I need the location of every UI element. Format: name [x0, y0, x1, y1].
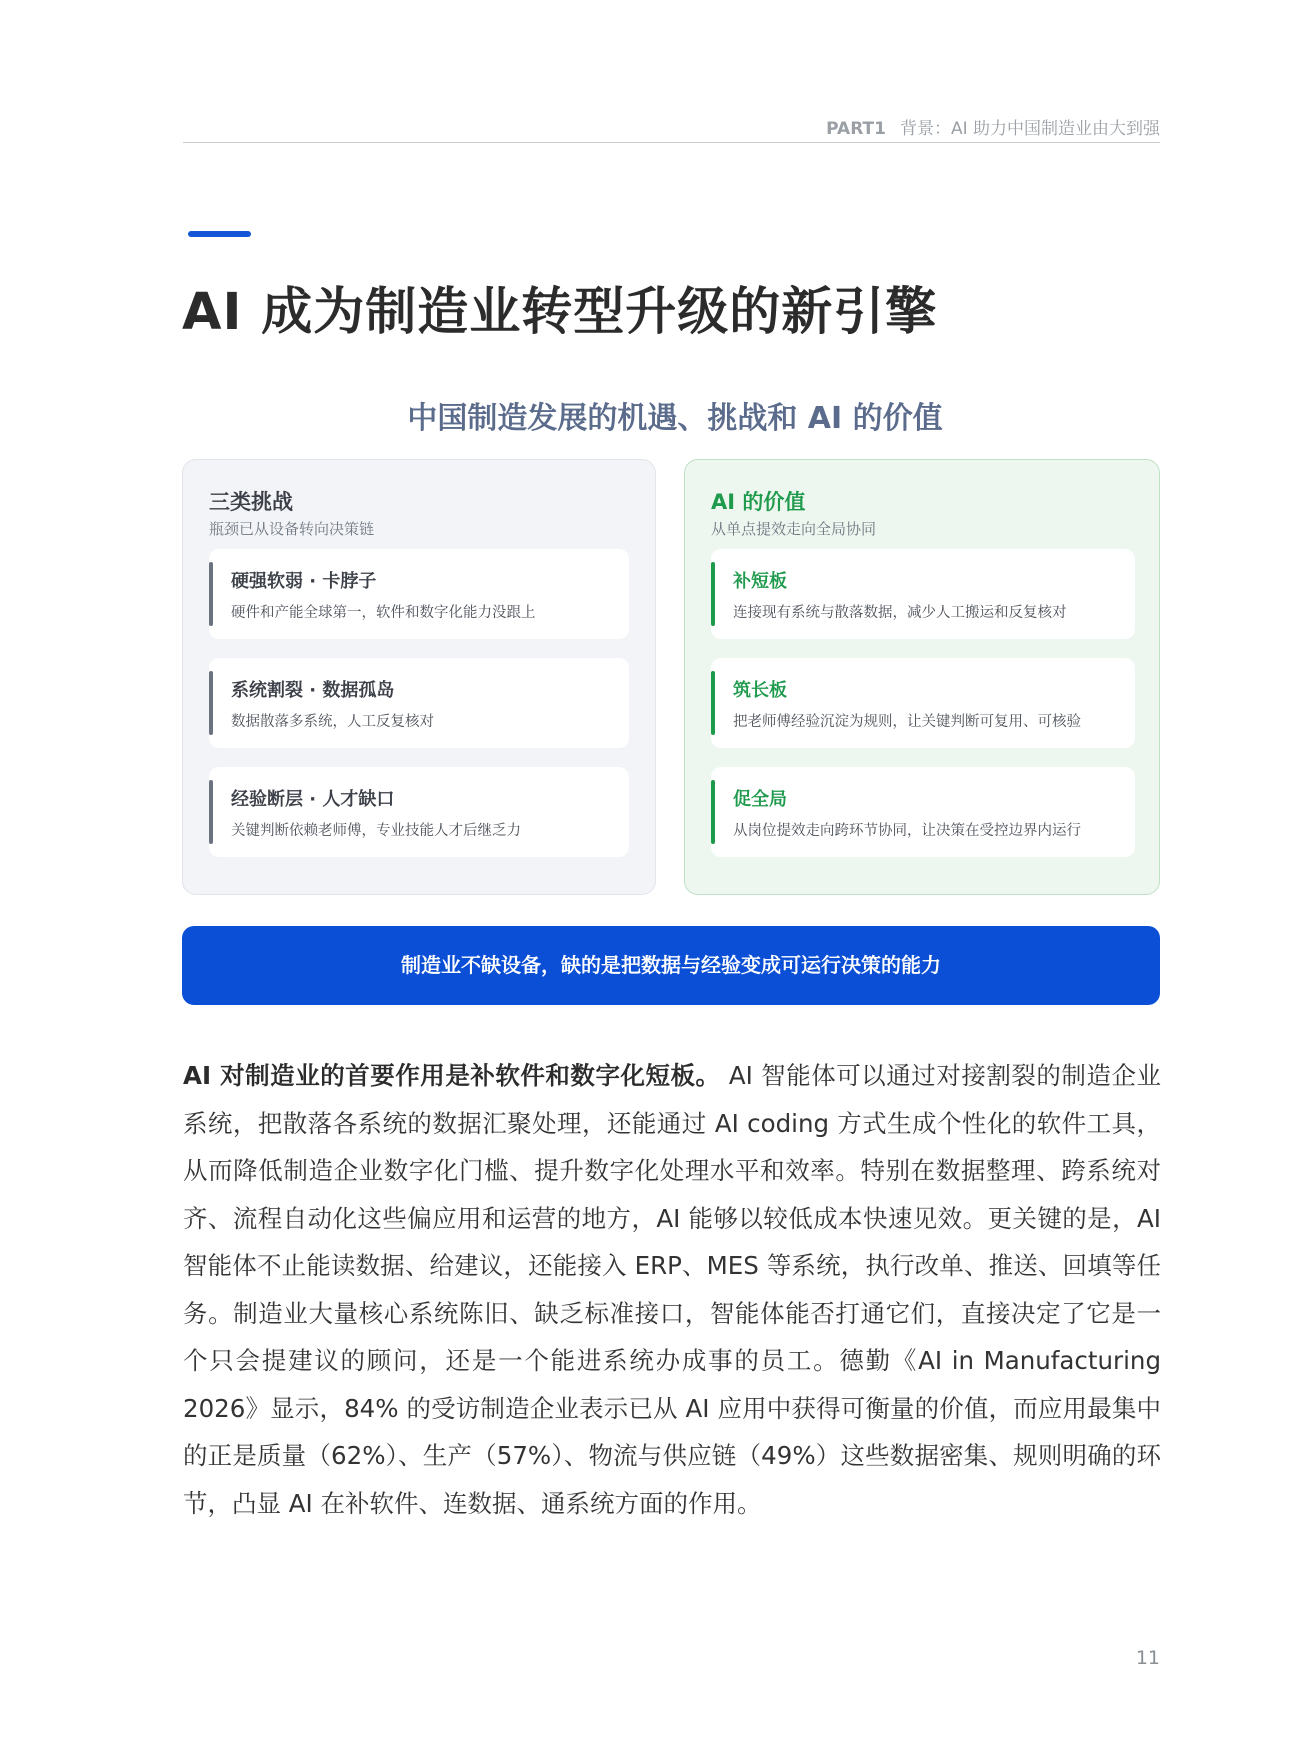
- paragraph-text: AI 智能体可以通过对接割裂的制造企业系统，把散落各系统的数据汇聚处理，还能通过 AI coding 方式生成个性化的软件工具，从而降低制造企业数字化门槛、提升数字化处理水平和效率。特别在数据整理、跨系统对齐、流程自动化这些偏应用和运营的地方，AI 能够以较低成本快速见效。更关键的是，AI 智能体不止能读数据、给建议，还能接入 ERP、MES 等系统，执行改单、推送、回填等任务。制造业大量核心系统陈旧、缺乏标准接口，智能体能否打通它们，直接决定了它是一个只会提建议的顾问，还是一个能进系统办成事的员工。德勤《AI in Manufacturing 2026》显示，84% 的受访制造企业表示已从 AI 应用中获得可衡量的价值，而应用最集中的正是质量（62%）、生产（57%）、物流与供应链（49%）这些数据密集、规则明确的环节，凸显 AI 在补软件、连数据、通系统方面的作用。: [183, 1061, 1161, 1518]
- header-section-title: 背景：AI 助力中国制造业由大到强: [899, 119, 1160, 139]
- ai-value-heading: AI 的价值: [711, 490, 806, 514]
- card-description: 把老师傅经验沉淀为规则，让关键判断可复用、可核验: [733, 714, 1081, 730]
- challenge-card: [209, 549, 629, 639]
- key-message-banner: 制造业不缺设备，缺的是把数据与经验变成可运行决策的能力: [182, 926, 1160, 1005]
- ai-value-panel: [684, 459, 1160, 895]
- challenges-panel: [182, 459, 656, 895]
- card-accent-bar: [711, 780, 715, 844]
- challenge-card: [209, 767, 629, 857]
- card-title: 经验断层 · 人才缺口: [231, 789, 395, 810]
- paragraph-lead: AI 对制造业的首要作用是补软件和数字化短板。: [183, 1061, 721, 1090]
- card-accent-bar: [711, 671, 715, 735]
- header-part-label: PART1: [826, 119, 886, 139]
- card-description: 硬件和产能全球第一，软件和数字化能力没跟上: [231, 605, 536, 621]
- card-title: 补短板: [733, 571, 787, 592]
- card-title: 硬强软弱 · 卡脖子: [231, 571, 377, 592]
- figure-title: 中国制造发展的机遇、挑战和 AI 的价值: [407, 401, 943, 436]
- card-accent-bar: [711, 562, 715, 626]
- card-accent-bar: [209, 780, 213, 844]
- challenge-card: [209, 658, 629, 748]
- page-number: 11: [1135, 1647, 1160, 1669]
- card-accent-bar: [209, 671, 213, 735]
- card-description: 连接现有系统与散落数据，减少人工搬运和反复核对: [733, 605, 1067, 621]
- value-card: [711, 658, 1135, 748]
- page-header: [183, 112, 1160, 143]
- card-title: 筑长板: [733, 680, 787, 701]
- title-accent-bar: [188, 231, 251, 237]
- card-description: 数据散落多系统，人工反复核对: [231, 714, 434, 730]
- value-card: [711, 767, 1135, 857]
- body-paragraph: [183, 1052, 1161, 1527]
- card-description: 关键判断依赖老师傅，专业技能人才后继乏力: [231, 823, 521, 839]
- ai-value-subtitle: 从单点提效走向全局协同: [711, 520, 877, 538]
- header-text: [826, 114, 1160, 139]
- card-description: 从岗位提效走向跨环节协同，让决策在受控边界内运行: [733, 823, 1081, 839]
- page-title: AI 成为制造业转型升级的新引擎: [182, 283, 938, 342]
- card-title: 系统割裂 · 数据孤岛: [231, 680, 395, 701]
- challenges-subtitle: 瓶颈已从设备转向决策链: [209, 520, 375, 538]
- value-card: [711, 549, 1135, 639]
- challenges-heading: 三类挑战: [209, 490, 293, 514]
- card-accent-bar: [209, 562, 213, 626]
- card-title: 促全局: [733, 789, 787, 810]
